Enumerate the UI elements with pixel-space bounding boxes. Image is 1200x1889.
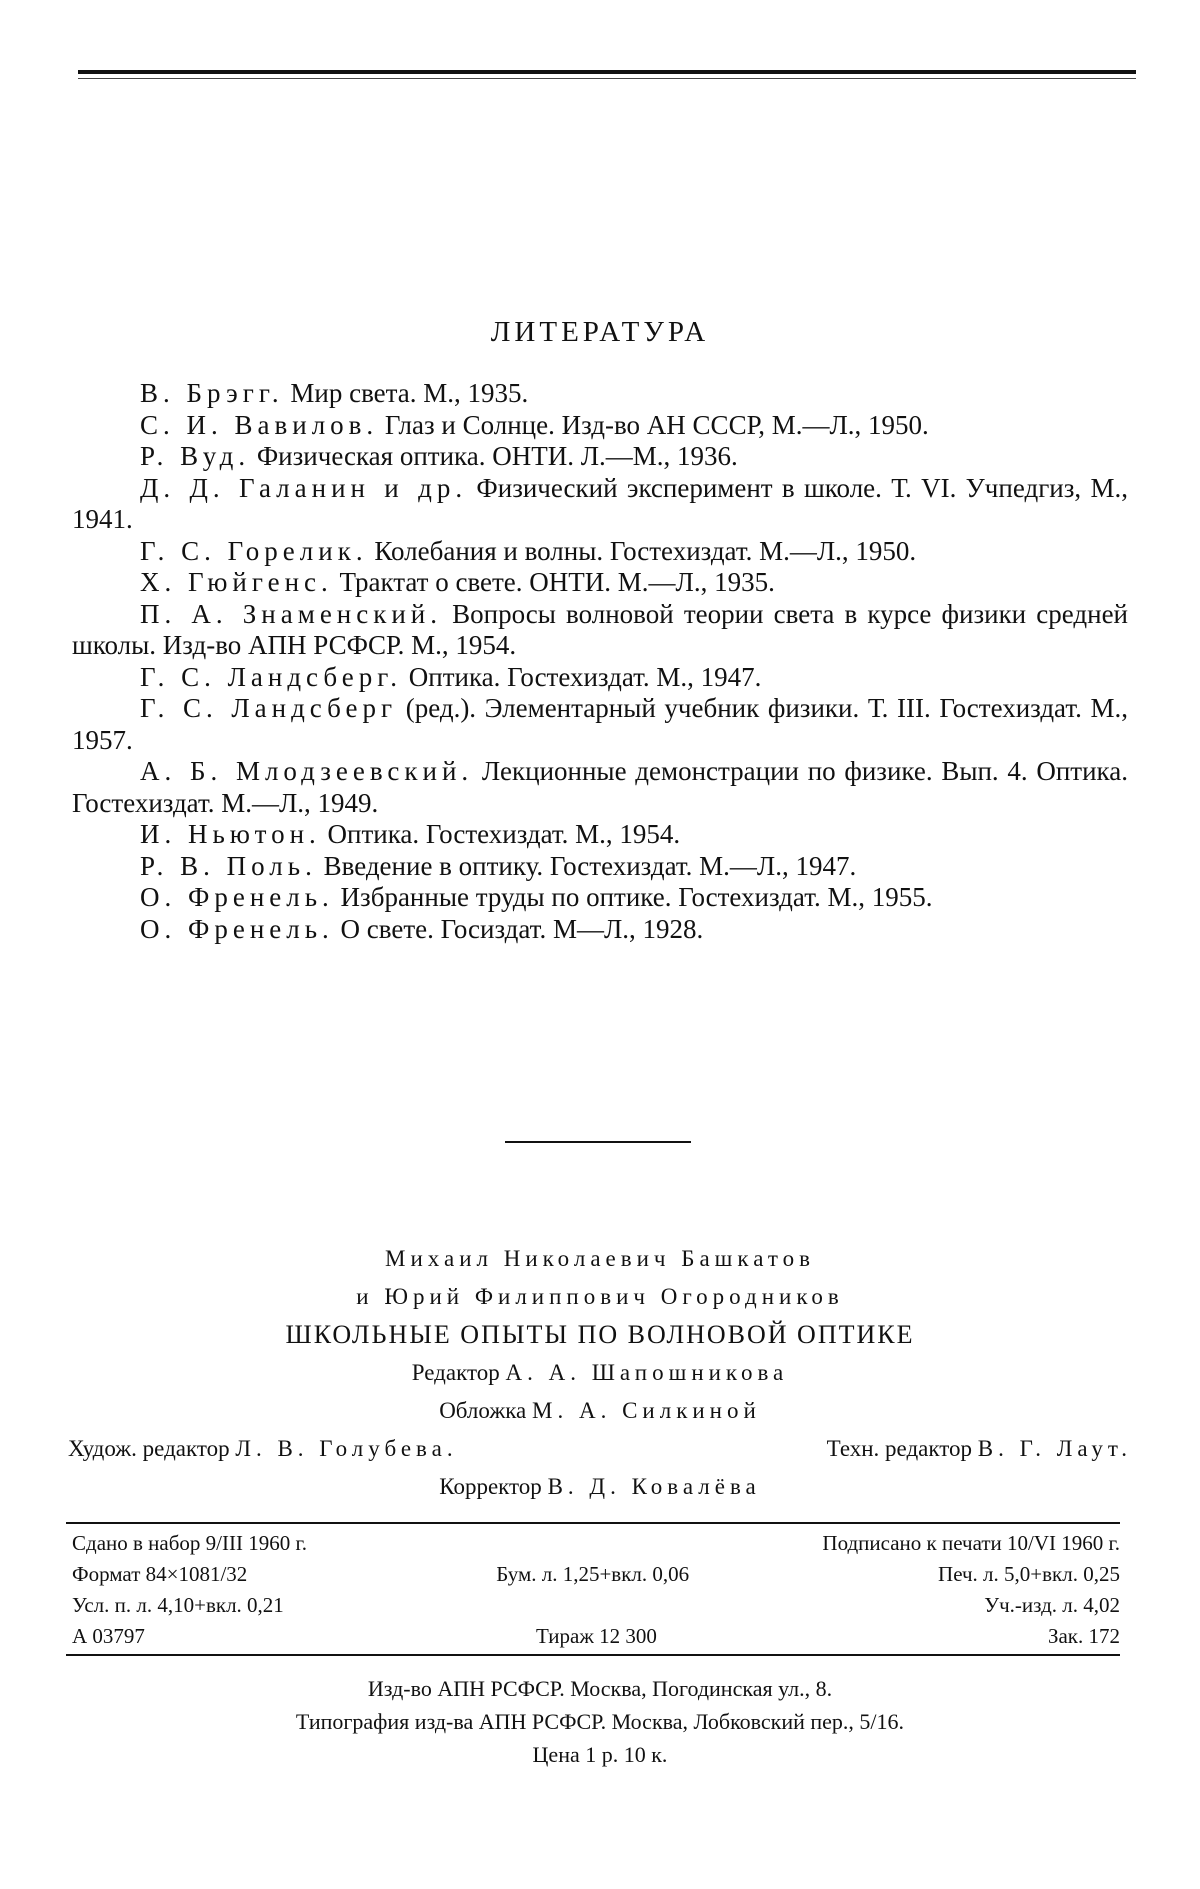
imprint-row [72,1621,1120,1652]
corrector-name: В. Д. Ковалёва [547,1474,761,1499]
book-title: ШКОЛЬНЫЕ ОПЫТЫ ПО ВОЛНОВОЙ ОПТИКЕ [285,1320,915,1349]
entry-text: О свете. Госиздат. М—Л., 1928. [333,913,704,944]
credits-block [60,1240,1140,1506]
tech-editor-name: В. Г. Лаут. [977,1436,1132,1461]
entry-text: Вопросы волновой теории света в курсе физики средней школы. Изд-во АПН РСФСР. М., 1954. [72,598,1129,660]
bibliography-entry [72,693,1128,756]
editor-line [60,1354,1140,1392]
bibliography-entry [72,914,1128,946]
publisher-footer [0,1672,1200,1771]
cover-label: Обложка [439,1398,527,1423]
cover-name: М. А. Силкиной [532,1398,761,1423]
entry-author: Д. Д. Галанин и др. [140,472,468,503]
imprint-order: Зак. 172 [1047,1624,1120,1648]
publisher-address: Изд-во АПН РСФСР. Москва, Погодинская ул., 8. [367,1676,833,1701]
imprint-code: А 03797 [72,1624,145,1648]
entry-text: Глаз и Солнце. Изд-во АН СССР, М.—Л., 1950. [378,409,929,440]
art-editor-label: Худож. редактор [68,1436,230,1461]
section-divider [505,1141,691,1143]
price: Цена 1 р. 10 к. [532,1742,668,1767]
top-rule-thin [78,78,1136,79]
entry-text: Трактат о свете. ОНТИ. М.—Л., 1935. [332,567,775,597]
entry-text: Колебания и волны. Гостехиздат. М.—Л., 1950. [367,535,917,566]
imprint-paper-sheets: Бум. л. 1,25+вкл. 0,06 [496,1562,690,1586]
imprint-bottom-rule [66,1654,1120,1656]
editor-label: Редактор [411,1360,500,1385]
art-editor-name: Л. В. Голубева. [235,1436,458,1461]
entry-author: И. Ньютон. [140,819,321,849]
bibliography-entry [72,851,1128,883]
cover-line [60,1392,1140,1430]
entry-text: Введение в оптику. Гостехиздат. М.—Л., 1947. [316,850,857,881]
entry-text: (ред.). Элементарный учебник физики. Т. III. Гостехиздат. М., 1957. [72,693,1128,755]
top-rule [78,70,1136,74]
tech-editor-label: Техн. редактор [826,1436,972,1461]
bibliography-entry [72,599,1128,662]
entry-author: О. Френель. [140,882,334,912]
bibliography-entry [72,662,1128,694]
entry-text: Мир света. М., 1935. [283,378,529,408]
entry-author: В. Брэгг. [140,378,284,408]
imprint-print-sheets: Печ. л. 5,0+вкл. 0,25 [938,1562,1120,1586]
tech-editor [827,1430,1132,1468]
editors-row [60,1430,1140,1468]
imprint-conv-sheets: Усл. п. л. 4,10+вкл. 0,21 [72,1593,284,1617]
literature-title: ЛИТЕРАТУРА [490,316,710,348]
entry-author: О. Френель. [140,913,334,944]
corrector-line [60,1468,1140,1506]
authors-line-2: и Юрий Филиппович Огородников [356,1284,844,1309]
bibliography-entry [72,441,1128,473]
bibliography-entry [72,567,1128,599]
entry-text: Физическая оптика. ОНТИ. Л.—М., 1936. [250,441,738,471]
imprint-publ-sheets: Уч.-изд. л. 4,02 [984,1593,1120,1617]
imprint-table [72,1528,1120,1652]
printer-address: Типография изд-ва АПН РСФСР. Москва, Лобковский пер., 5/16. [295,1709,905,1734]
entry-author: Г. С. Горелик. [140,535,368,566]
entry-text: Физический эксперимент в школе. Т. VI. Учпедгиз, М., 1941. [72,472,1128,534]
entry-author: Г. С. Ландсберг [140,693,398,723]
bibliography-entry [72,819,1128,851]
entry-author: Г. С. Ландсберг. [140,661,403,692]
entry-author: Р. В. Поль. [140,850,317,881]
entry-text: Избранные труды по оптике. Гостехиздат. М., 1955. [333,882,933,912]
authors-line-1: Михаил Николаевич Башкатов [385,1246,815,1271]
entry-text: Оптика. Гостехиздат. М., 1954. [320,819,681,849]
imprint-row [72,1590,1120,1621]
imprint-top-rule [66,1522,1120,1524]
entry-author: Х. Гюйгенс. [140,567,333,597]
bibliography-entry [72,410,1128,442]
entry-author: С. И. Вавилов. [140,409,379,440]
entry-author: П. А. Знаменский. [140,598,443,629]
imprint-format: Формат 84×1081/32 [72,1562,248,1586]
imprint-typeset-date: Сдано в набор 9/III 1960 г. [72,1531,307,1555]
entry-text: Оптика. Гостехиздат. М., 1947. [402,661,762,692]
bibliography-entry [72,882,1128,914]
imprint-print-run: Тираж 12 300 [536,1624,657,1648]
imprint-row [72,1559,1120,1590]
corrector-label: Корректор [439,1474,542,1499]
imprint-row [72,1528,1120,1559]
bibliography-entry [72,378,1128,410]
bibliography-entry [72,756,1128,819]
editor-name: А. А. Шапошникова [505,1360,789,1385]
entry-author: А. Б. Млодзеевский. [140,756,474,786]
imprint-signed-date: Подписано к печати 10/VI 1960 г. [822,1531,1120,1555]
bibliography-list [72,378,1128,945]
entry-text: Лекционные демонстрации по физике. Вып. 4. Оптика. Гостехиздат. М.—Л., 1949. [72,756,1128,818]
entry-author: Р. Вуд. [140,441,251,471]
bibliography-entry [72,473,1128,536]
art-editor [68,1430,458,1468]
bibliography-entry [72,536,1128,568]
